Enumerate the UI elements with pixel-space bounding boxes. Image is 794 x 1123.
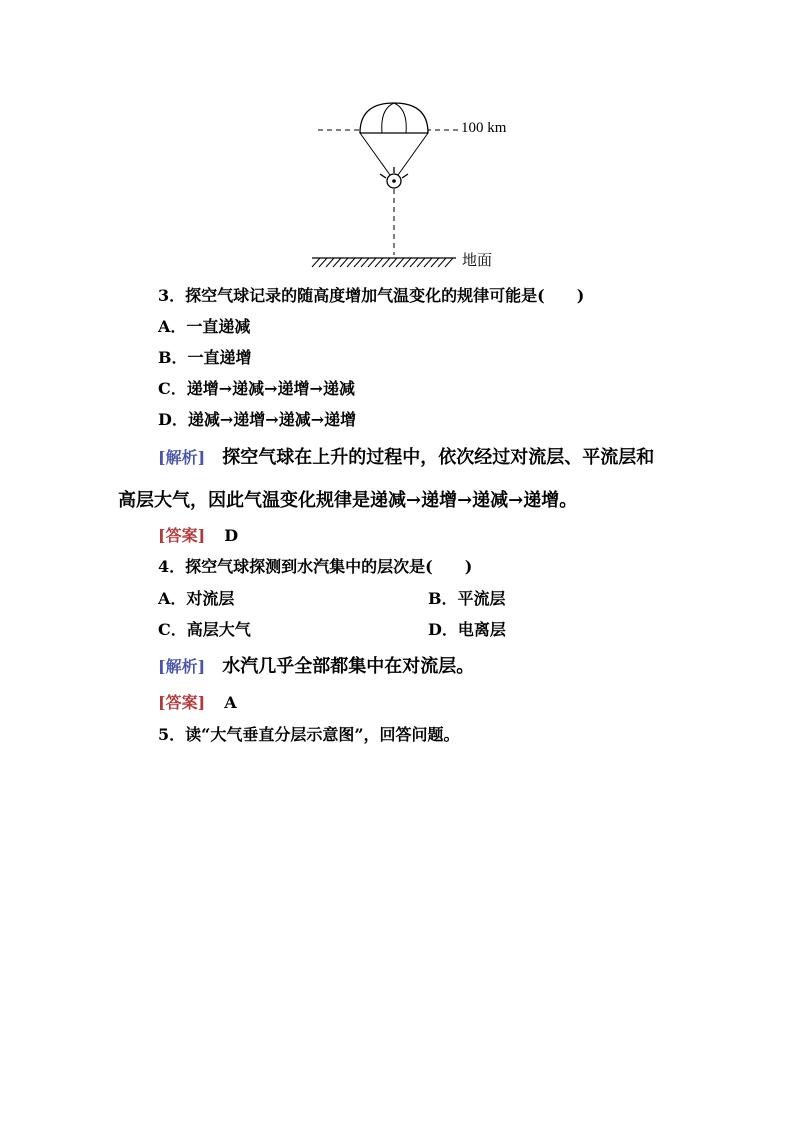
q3-option-a: A．一直递减 (158, 317, 251, 336)
q4-answer: A (224, 693, 237, 712)
instrument-dot (392, 179, 396, 183)
q3-analysis-row (158, 447, 654, 469)
cord-left (360, 133, 390, 175)
q4-stem: 4．探空气球探测到水汽集中的层次是( ) (158, 557, 473, 576)
q4-option-a: A．对流层 (158, 589, 235, 608)
q4-analysis: 水汽几乎全部都集中在对流层。 (222, 656, 475, 677)
q3-option-c: C．递增→递减→递增→递减 (158, 379, 355, 398)
cord-right (398, 133, 428, 175)
q3-analysis-line1: 探空气球在上升的过程中，依次经过对流层、平流层和 (222, 447, 655, 468)
q4-analysis-tag: [解析] (158, 657, 206, 676)
balloon-diagram (300, 95, 540, 275)
q3-answer: D (224, 526, 239, 545)
q4-option-b: B．平流层 (428, 589, 506, 608)
q3-option-d: D．递减→递增→递减→递增 (158, 410, 357, 429)
q3-answer-tag: [答案] (158, 526, 206, 545)
q3-answer-row (158, 525, 238, 547)
q3-analysis-tag: [解析] (158, 448, 206, 467)
parachute-canopy (360, 103, 428, 133)
q4-option-d: D．电离层 (428, 620, 506, 639)
q4-answer-tag: [答案] (158, 693, 206, 712)
q4-answer-row (158, 692, 237, 714)
ground-label: 地面 (462, 253, 493, 269)
altitude-label: 100 km (461, 120, 507, 136)
q5-stem: 5．读“大气垂直分层示意图”，回答问题。 (158, 725, 460, 744)
q3-option-b: B．一直递增 (158, 348, 252, 367)
q4-analysis-row (158, 656, 474, 678)
ground-hatch (312, 258, 453, 267)
q3-analysis-line2: 高层大气，因此气温变化规律是递减→递增→递减→递增。 (118, 490, 578, 511)
q3-stem: 3．探空气球记录的随高度增加气温变化的规律可能是( ) (158, 286, 585, 305)
q4-option-c: C．高层大气 (158, 620, 251, 639)
